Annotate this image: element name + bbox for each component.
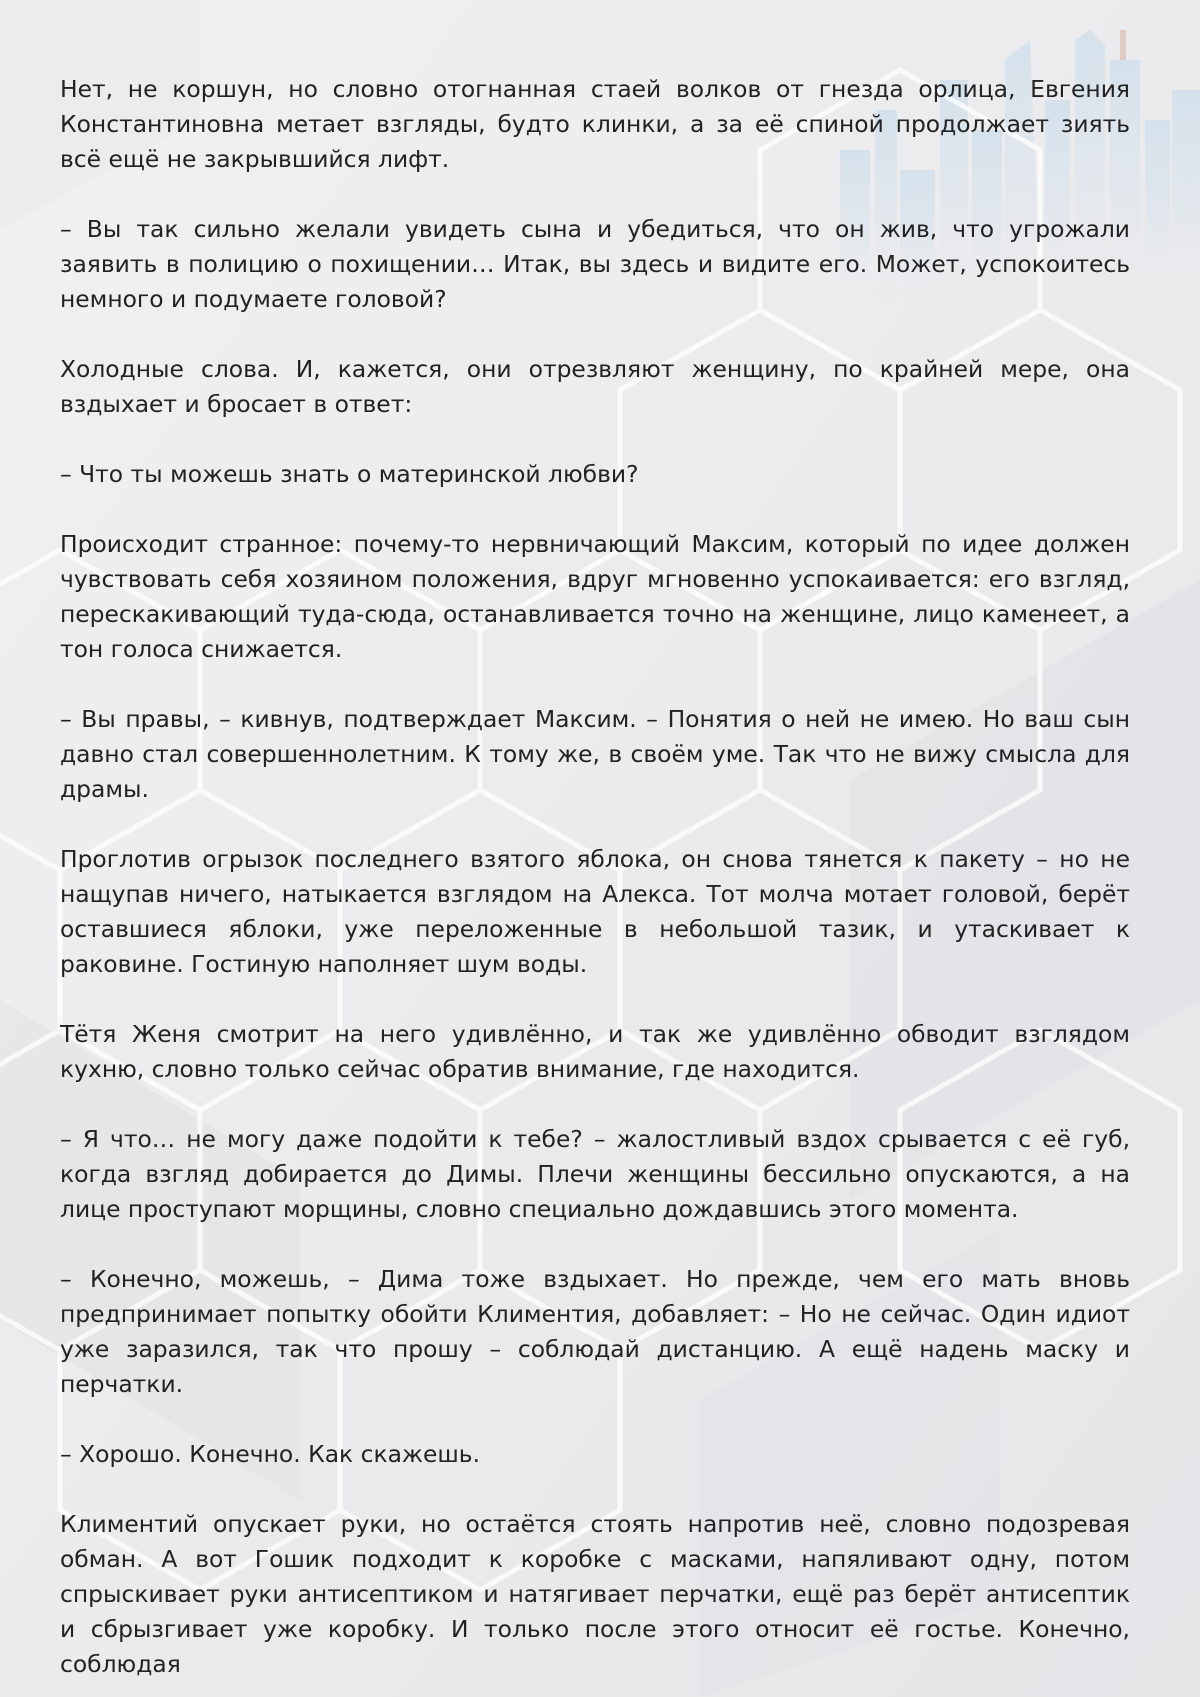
paragraph: Происходит странное: почему-то нервничающий Максим, который по идее должен чувствовать себя хозяином положения, вдруг мгновенно успокаивается: его взгляд, перескакивающий туда-сюда, останавливается точно на женщине, лицо каменеет, а тон голоса снижается. — [60, 530, 1130, 663]
paragraph: – Я что… не могу даже подойти к тебе? – жалостливый вздох срывается с её губ, когда взгляд добирается до Димы. Плечи женщины бессильно опускаются, а на лице проступают морщины, словно специально дождавшись этого момента. — [60, 1125, 1130, 1223]
paragraph: – Что ты можешь знать о материнской любви? — [60, 460, 639, 488]
paragraph: – Конечно, можешь, – Дима тоже вздыхает. Но прежде, чем его мать вновь предпринимает попытку обойти Климентия, добавляет: – Но не сейчас. Один идиот уже заразился, так что прошу – соблюдай дистанцию. А ещё надень маску и перчатки. — [60, 1265, 1130, 1398]
paragraph: Тётя Женя смотрит на него удивлённо, и так же удивлённо обводит взглядом кухню, словно только сейчас обратив внимание, где находится. — [60, 1020, 1130, 1083]
document-body — [60, 72, 1130, 1682]
paragraph: – Хорошо. Конечно. Как скажешь. — [60, 1440, 481, 1468]
paragraph: – Вы правы, – кивнув, подтверждает Максим. – Понятия о ней не имею. Но ваш сын давно стал совершеннолетним. К тому же, в своём уме. Так что не вижу смысла для драмы. — [60, 705, 1130, 803]
paragraph: Климентий опускает руки, но остаётся стоять напротив неё, словно подозревая обман. А вот Гошик подходит к коробке с масками, напяливают одну, потом спрыскивает руки антисептиком и натягивает перчатки, ещё раз берёт антисептик и сбрызгивает уже коробку. И только после этого относит её гостье. Конечно, соблюдая — [60, 1510, 1130, 1678]
paragraph: – Вы так сильно желали увидеть сына и убедиться, что он жив, что угрожали заявить в полицию о похищении… Итак, вы здесь и видите его. Может, успокоитесь немного и подумаете головой? — [60, 215, 1130, 313]
paragraph: Холодные слова. И, кажется, они отрезвляют женщину, по крайней мере, она вздыхает и бросает в ответ: — [60, 355, 1130, 418]
paragraph: Нет, не коршун, но словно отогнанная стаей волков от гнезда орлица, Евгения Константиновна метает взгляды, будто клинки, а за её спиной продолжает зиять всё ещё не закрывшийся лифт. — [60, 75, 1130, 173]
paragraph: Проглотив огрызок последнего взятого яблока, он снова тянется к пакету – но не нащупав ничего, натыкается взглядом на Алекса. Тот молча мотает головой, берёт оставшиеся яблоки, уже переложенные в небольшой тазик, и утаскивает к раковине. Гостиную наполняет шум воды. — [60, 845, 1130, 978]
